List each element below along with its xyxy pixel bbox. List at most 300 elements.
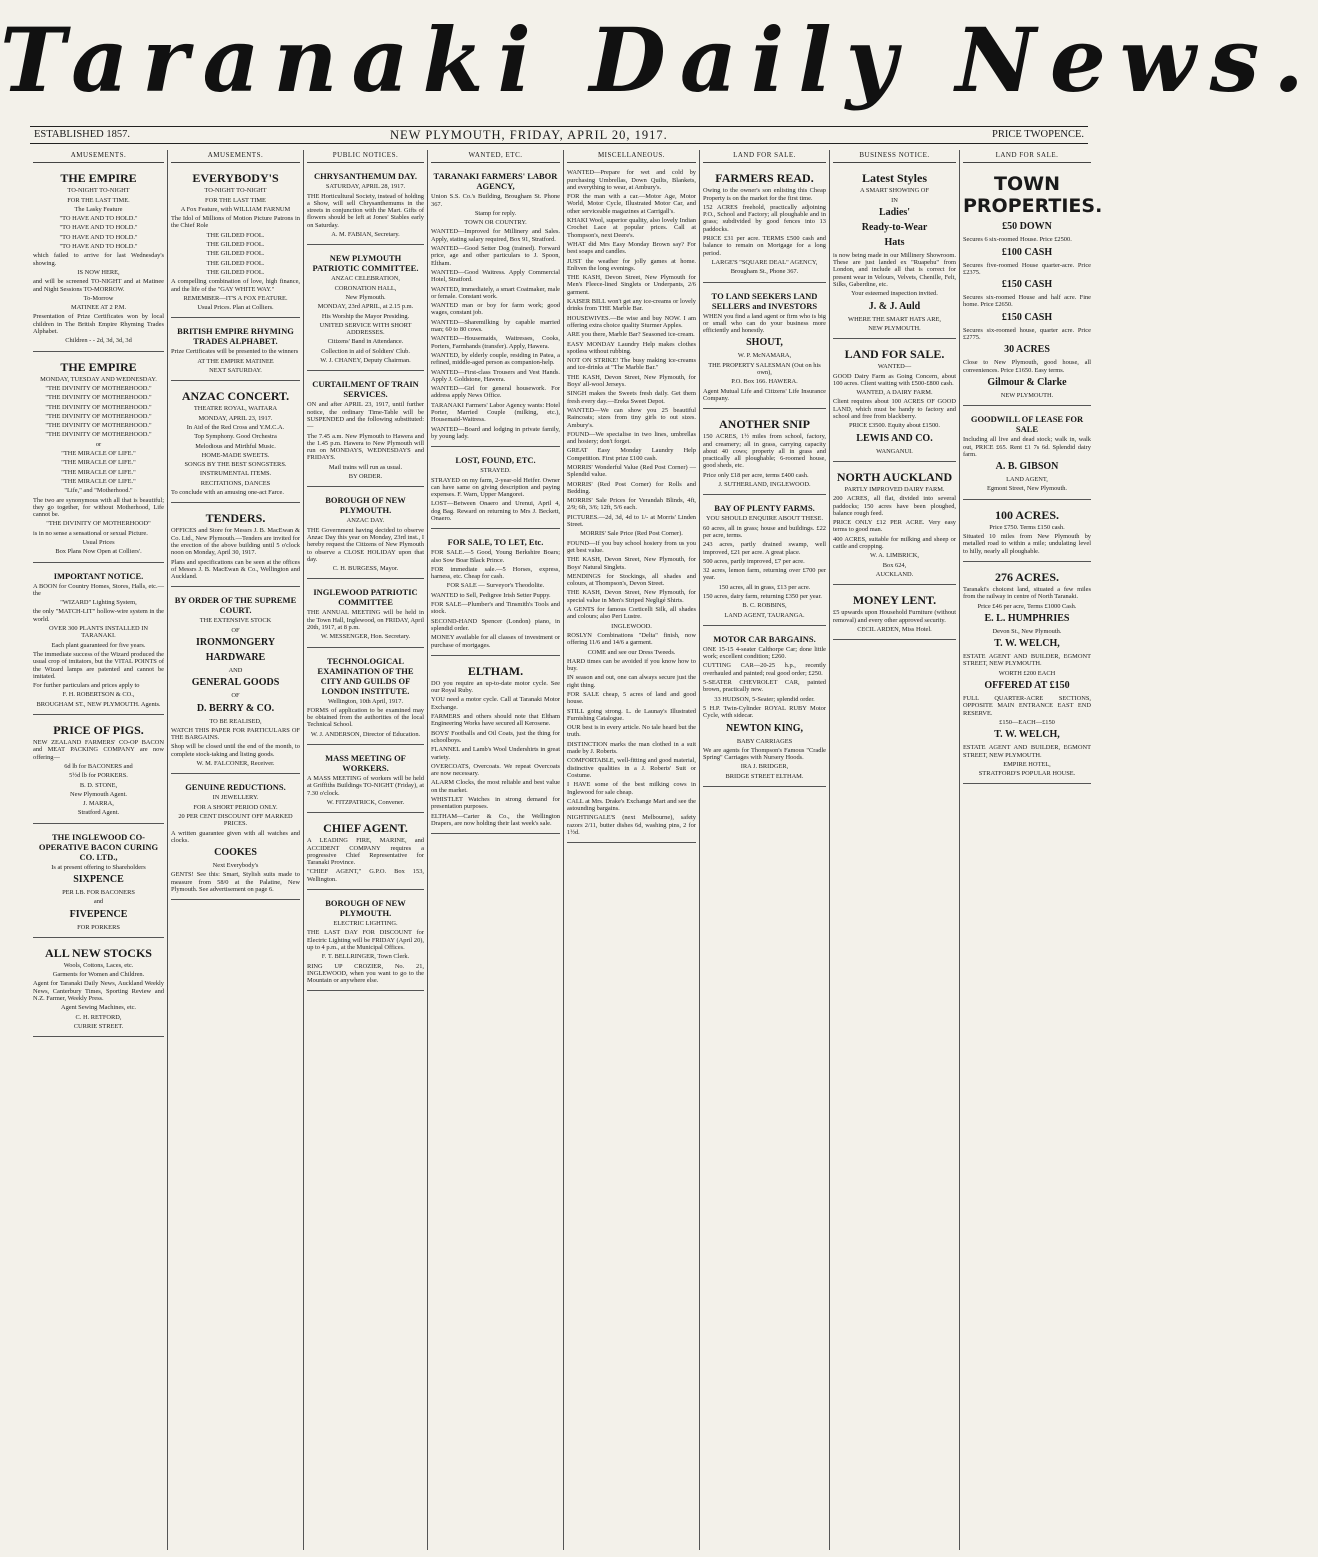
ad-line: FOR PORKERS bbox=[77, 923, 120, 931]
ad-line: 30 ACRES bbox=[1004, 344, 1050, 356]
ad-line: "THE MIRACLE OF LIFE." bbox=[61, 450, 136, 458]
ad-line: THE Government having decided to observe Anzac Day this year on Monday, 23rd inst., I hereby request the Citizens of New Plymouth to observe a CLOSE HOLIDAY upon that day. bbox=[307, 526, 424, 563]
ad-line: Melodious and Mirthful Music. bbox=[195, 442, 276, 450]
ad-line: "THE MIRACLE OF LIFE." bbox=[61, 459, 136, 467]
ad-line: TO-NIGHT TO-NIGHT bbox=[67, 187, 130, 195]
ad-line: THE KASH, Devon Street, New Plymouth, for Boys' Natural Singlets. bbox=[567, 556, 696, 571]
ad-line: is in no sense a sensational or sexual Picture. bbox=[33, 529, 148, 537]
ad-title: Latest Styles bbox=[862, 171, 927, 186]
ad-line: "THE DIVINITY OF MOTHERHOOD." bbox=[45, 384, 152, 392]
ad-line: GENTS! See this: Smart, Stylish suits made to measure from 58/0 at the Palatine, New Plymouth. See advertisement on page 6. bbox=[171, 871, 300, 894]
ad-line: 5 H.P. Twin-Cylinder ROYAL RUBY Motor Cycle, with sidecar. bbox=[703, 704, 826, 720]
ad-line: INSTRUMENTAL ITEMS. bbox=[199, 470, 272, 478]
ad-line: SIXPENCE bbox=[73, 874, 124, 885]
ad-line: Price £46 per acre, Terms £1000 Cash. bbox=[977, 602, 1077, 610]
ad-line: Wellington, 10th April, 1917. bbox=[327, 697, 404, 705]
ad-title: INGLEWOOD PATRIOTIC COMMITTEE bbox=[313, 587, 418, 608]
ad-line: Taranaki's choicest land, situated a few miles from the railway in centre of North Taranaki. bbox=[963, 585, 1091, 601]
ad-line: ON and after APRIL 23, 1917, until further notice, the ordinary Time-Table will be SUSPENDED and the following substituted:— bbox=[307, 401, 424, 431]
ad-line: GREAT Easy Monday Laundry Help Competition. First prize £100 cash. bbox=[567, 447, 696, 462]
ad-line: Secures 6 six-roomed House. Price £2500. bbox=[963, 236, 1072, 244]
ad-line: the only "MATCH-LIT" hollow-wire system in the world. bbox=[33, 608, 164, 623]
ad-line: Prize Certificates will be presented to the winners bbox=[171, 348, 299, 356]
advertisement bbox=[703, 498, 826, 626]
advertisement bbox=[33, 718, 164, 824]
ad-line: THE ANNUAL MEETING will be held in the Town Hall, Inglewood, on FRIDAY, April 20th, 1917, at 8 p.m. bbox=[307, 609, 424, 631]
ad-line: £150 CASH bbox=[1001, 311, 1053, 323]
ad-line: In Aid of the Red Cross and Y.M.C.A. bbox=[186, 423, 285, 431]
ad-line: CUTTING CAR—20-25 h.p., recently overhauled and painted; real good order; £250. bbox=[703, 662, 826, 677]
ad-line: UNITED SERVICE WITH SHORT ADDRESSES. bbox=[319, 321, 412, 337]
column-heading: MISCELLANEOUS. bbox=[567, 150, 696, 163]
ad-line: "THE DIVINITY OF MOTHERHOOD." bbox=[45, 431, 152, 439]
ad-line: THE GILDED FOOL. bbox=[206, 241, 265, 249]
ad-line: PRICE £31 per acre. TERMS £500 cash and balance to remain on Mortgage for a long period. bbox=[703, 235, 826, 257]
ad-line: OFFICES and Store for Messrs J. B. MacEwan & Co. Ltd., New Plymouth.—Tenders are invited for the erection of the above building until 5 o'clock noon on Monday, April 30, 1917. bbox=[171, 527, 300, 557]
ad-line: IN bbox=[891, 196, 898, 204]
ad-line: WANTED—Good Waitress. Apply Commercial Hotel, Stratford. bbox=[431, 268, 560, 284]
ad-line: SONGS BY THE BEST SONGSTERS. bbox=[184, 461, 287, 469]
ad-line: LAND AGENT, TAURANGA. bbox=[724, 611, 805, 619]
ad-line: IRONMONGERY bbox=[195, 636, 276, 648]
ad-line: 150 ACRES, 1½ miles from school, factory, and creamery; all in grass, carrying capacity about 40 cows; property all in grass and practically all ploughable; 6-roomed house, good sheds, etc. bbox=[703, 433, 826, 470]
ad-line: T. W. WELCH, bbox=[994, 638, 1060, 650]
established-line: ESTABLISHED 1857. bbox=[34, 129, 130, 140]
ad-line: Secures five-roomed House quarter-acre. Price £2375. bbox=[963, 261, 1091, 276]
ad-line: Devon St., New Plymouth. bbox=[992, 627, 1062, 635]
ad-line: Top Symphony. Good Orchestra bbox=[194, 433, 277, 441]
ad-title: ALL NEW STOCKS bbox=[45, 945, 152, 960]
ad-line: SINGH makes the Sweets fresh daily. Get them fresh every day.—Ereka Sweet Depot. bbox=[567, 390, 696, 405]
ad-line: 6d lb for BACONERS and bbox=[64, 762, 133, 770]
ad-line: FOR A SHORT PERIOD ONLY. bbox=[193, 803, 278, 811]
ad-line: A SMART SHOWING OF bbox=[860, 187, 929, 195]
ad-line: A MASS MEETING of workers will be held at Griffiths Buildings TO-NIGHT (Friday), at 7.30 o'clock. bbox=[307, 775, 424, 797]
ad-line: 150 acres, all in grass, £13 per acre. bbox=[718, 583, 811, 591]
ad-line: GENERAL GOODS bbox=[191, 677, 280, 689]
ad-line: Usual Prices. Plan at Colliers. bbox=[197, 304, 274, 312]
ad-line: WANTED—Board and lodging in private family, by young lady. bbox=[431, 425, 560, 440]
ad-line: WHERE THE SMART HATS ARE, bbox=[848, 315, 941, 323]
ad-title: EVERYBODY'S bbox=[192, 171, 279, 186]
ad-line: "TO HAVE AND TO HOLD." bbox=[59, 233, 138, 241]
ad-line: Owing to the owner's son enlisting this Cheap Property is on the market for the first time. bbox=[703, 187, 826, 202]
ad-line: "Life," and "Motherhood." bbox=[64, 487, 133, 495]
ad-line: OF bbox=[231, 692, 240, 700]
ad-line: MORRIS' Sale Price (Red Post Corner). bbox=[580, 530, 683, 538]
ad-line: "THE DIVINITY OF MOTHERHOOD." bbox=[45, 403, 152, 411]
ad-line: MONDAY, TUESDAY AND WEDNESDAY. bbox=[40, 375, 157, 383]
advertisement bbox=[307, 748, 424, 813]
ad-title: ELTHAM. bbox=[467, 663, 524, 678]
ad-line: FLANNEL and Lamb's Wool Undershirts in great variety. bbox=[431, 746, 560, 761]
ad-line: "TO HAVE AND TO HOLD." bbox=[59, 224, 138, 232]
column-8 bbox=[960, 150, 1103, 1550]
ad-line: WANTED—We can show you 25 beautiful Raincoats; sizes from tiny girls to out sizes. Ambury's. bbox=[567, 406, 696, 429]
ad-line: FOUND—We specialise in two lines, umbrellas and hosiery; don't forget. bbox=[567, 430, 696, 446]
advertisement bbox=[307, 816, 424, 890]
ad-line: ONE 15-15 4-seater Calthorpe Car; done little work; excellent condition; £260. bbox=[703, 645, 826, 661]
ad-line: OVERCOATS, Overcoats. We repeat Overcoats are now necessary. bbox=[431, 762, 560, 778]
ad-title: BOROUGH OF NEW PLYMOUTH. bbox=[325, 495, 406, 516]
ad-line: or bbox=[95, 440, 102, 448]
ad-line: INGLEWOOD. bbox=[611, 622, 652, 630]
ad-line: I HAVE some of the best milking cows in Inglewood for sale cheap. bbox=[567, 781, 696, 796]
ad-line: YOU need a motor cycle. Call at Taranaki Motor Exchange. bbox=[431, 696, 560, 711]
ad-line: IN JEWELLERY. bbox=[212, 794, 259, 802]
ad-title: BOROUGH OF NEW PLYMOUTH. bbox=[325, 898, 406, 919]
ad-line: WHEN you find a land agent or firm who is big or small who can do your business more efficiently and honestly. bbox=[703, 312, 826, 335]
ad-line: THE KASH, Devon Street, New Plymouth for Men's Fleece-lined Singlets or Underpants, 2/6 garment. bbox=[567, 274, 696, 296]
ad-line: MATINEE AT 2 P.M. bbox=[70, 304, 127, 312]
ad-title: LAND FOR SALE. bbox=[844, 347, 945, 362]
advertisement bbox=[963, 565, 1091, 784]
ad-line: Is at present offering to Shareholders bbox=[51, 863, 146, 871]
advertisement bbox=[307, 582, 424, 647]
ad-line: COMFORTABLE, well-fitting and good material, distinctive qualities in a J. Roberts' Suit or Costume. bbox=[567, 757, 696, 779]
ad-line: YOU SHOULD ENQUIRE ABOUT THESE. bbox=[705, 515, 824, 523]
ad-line: A BOON for Country Homes, Stores, Halls, etc.—the bbox=[33, 582, 164, 597]
ad-line: A compelling combination of love, high finance, and the life of the "GAY WHITE WAY." bbox=[171, 278, 300, 293]
ad-line: HARD times can be avoided if you know how to buy. bbox=[567, 657, 696, 673]
ad-title: BY ORDER OF THE SUPREME COURT. bbox=[174, 595, 297, 616]
ad-line: FOR the man with a car.—Motor Age, Motor World, Motor Cycle, Illustrated Motor Car, and other serviceable magazines at Carrigall's. bbox=[567, 193, 696, 215]
column-heading: AMUSEMENTS. bbox=[171, 150, 300, 163]
ad-line: Collection in aid of Soldiers' Club. bbox=[321, 347, 410, 355]
ad-line: SATURDAY, APRIL 28, 1917. bbox=[325, 183, 406, 191]
advertisement bbox=[703, 629, 826, 787]
column-2 bbox=[168, 150, 304, 1550]
ad-line: Plans and specifications can be seen at the offices of Messrs J. B. MacEwan & Co., Wellington and Auckland. bbox=[171, 558, 300, 581]
ad-title: TECHNOLOGICAL EXAMINATION OF THE CITY AND GUILDS OF LONDON INSTITUTE. bbox=[317, 655, 414, 696]
ad-line: J. & J. Auld bbox=[868, 300, 921, 312]
ad-title: PRICE OF PIGS. bbox=[53, 723, 144, 738]
ad-line: B. C. ROBBINS, bbox=[742, 602, 787, 610]
ad-line: FORMS of application to be examined may be obtained from the authorities of the local Technical School. bbox=[307, 706, 424, 729]
ad-line: Agent for Taranaki Daily News, Auckland Weekly News, Canterbury Times, Sporting Review and N.Z. Farmer, Weekly Press. bbox=[33, 980, 164, 1003]
column-6 bbox=[700, 150, 830, 1550]
ad-line: ANZAC DAY. bbox=[346, 517, 385, 525]
ad-line: Stamp for reply. bbox=[474, 209, 517, 217]
ad-line: THE EXTENSIVE STOCK bbox=[199, 617, 272, 625]
ad-title: 100 ACRES. bbox=[994, 507, 1059, 522]
ad-line: Garments for Women and Children. bbox=[52, 971, 145, 979]
ad-line: C. H. RETFORD, bbox=[75, 1013, 122, 1021]
ad-line: FIVEPENCE bbox=[69, 908, 128, 920]
ad-line: THE GILDED FOOL. bbox=[206, 250, 265, 258]
ad-line: D. BERRY & CO. bbox=[196, 702, 275, 714]
ad-line: Each plant guaranteed for five years. bbox=[51, 641, 146, 649]
ad-line: KAISER BILL won't get any ice-creams or lovely drinks from THE Marble Bar. bbox=[567, 298, 696, 313]
ad-line: 200 ACRES, all flat, divided into several paddocks; 150 acres have been ploughed, balance rough feed. bbox=[833, 495, 956, 517]
advertisement bbox=[307, 651, 424, 745]
ad-line: B. D. STONE, bbox=[79, 781, 118, 789]
ad-line: THE GILDED FOOL. bbox=[206, 231, 265, 239]
ad-title: FARMERS READ. bbox=[715, 171, 814, 186]
advertisement bbox=[703, 412, 826, 495]
ad-line: FOR SALE cheap, 5 acres of land and good house. bbox=[567, 691, 696, 706]
advertisement bbox=[833, 588, 956, 640]
ad-line: New Plymouth Agent. bbox=[70, 790, 127, 798]
ad-title: THE EMPIRE bbox=[60, 359, 137, 374]
ad-line: F. H. ROBERTSON & CO., bbox=[62, 691, 135, 699]
ad-line: ALARM Clocks, the most reliable and best value on the market. bbox=[431, 779, 560, 794]
column-heading: LAND FOR SALE. bbox=[963, 150, 1091, 163]
ad-line: AND bbox=[228, 666, 243, 674]
ad-line: FOR SALE — Surveyor's Theodolite. bbox=[446, 582, 545, 590]
ad-line: £150—EACH—£150 bbox=[999, 718, 1055, 726]
ad-line: Usual Prices bbox=[82, 538, 115, 546]
ad-line: To conclude with an amusing one-act Farce. bbox=[171, 489, 284, 497]
ad-line: IRA J. BRIDGER, bbox=[740, 763, 789, 771]
column-5 bbox=[564, 150, 700, 1550]
ad-line: LOST—Between Onaero and Urenui, April 4, dog Bag. Reward on returning to Mrs J. Beckett, Onaero. bbox=[431, 500, 560, 522]
ad-line: Ladies' bbox=[878, 206, 911, 218]
ad-line: 33 HUDSON, 5-Seater; splendid order. bbox=[714, 695, 815, 703]
column-heading: PUBLIC NOTICES. bbox=[307, 150, 424, 163]
advertisement bbox=[703, 166, 826, 282]
ad-line: SHOUT, bbox=[746, 337, 783, 349]
ad-line: WANTED man or boy for farm work; good wages, constant job. bbox=[431, 302, 560, 317]
advertisement bbox=[33, 166, 164, 351]
ad-line: C. H. BURGESS, Mayor. bbox=[332, 565, 399, 573]
ad-line: OFFERED AT £150 bbox=[984, 680, 1070, 692]
ad-line: COME and see our Dress Tweeds. bbox=[587, 648, 676, 656]
ad-title: TO LAND SEEKERS LAND SELLERS and INVESTORS bbox=[711, 290, 818, 311]
ad-line: The Idol of Millions of Motion Picture Patrons in the Chief Role bbox=[171, 215, 300, 230]
ad-line: NEWTON KING, bbox=[725, 722, 804, 734]
ad-line: WANTED, immediately, a smart Coatmaker, male or female. Constant work. bbox=[431, 285, 560, 300]
ad-title: ANZAC CONCERT. bbox=[181, 389, 290, 404]
ad-line: "THE MIRACLE OF LIFE." bbox=[61, 468, 136, 476]
advertisement bbox=[833, 342, 956, 462]
ad-title: FOR SALE, TO LET, Etc. bbox=[447, 537, 544, 548]
ad-line: A GENTS for famous Corticelli Silk, all shades and colours; also Peri Lustre. bbox=[567, 606, 696, 621]
ad-line: FOR THE LAST TIME. bbox=[67, 196, 130, 204]
advertisement bbox=[963, 503, 1091, 562]
ad-line: Secures six-roomed house, quarter acre. Price £2775. bbox=[963, 326, 1091, 342]
ad-line: CALL at Mrs. Drake's Exchange Mart and see the astounding bargains. bbox=[567, 797, 696, 813]
ad-line: "THE DIVINITY OF MOTHERHOOD." bbox=[45, 394, 152, 402]
ad-line: A. B. GIBSON bbox=[995, 461, 1059, 473]
ad-line: OUR best is in every article. No tale heard but the truth. bbox=[567, 724, 696, 739]
column-3 bbox=[304, 150, 428, 1550]
ad-line: "THE DIVINITY OF MOTHERHOOD." bbox=[45, 422, 152, 430]
issue-date: NEW PLYMOUTH, FRIDAY, APRIL 20, 1917. bbox=[390, 128, 668, 142]
ad-line: "THE DIVINITY OF MOTHERHOOD." bbox=[45, 412, 152, 420]
ad-line: Box Plans Now Open at Colliers'. bbox=[55, 548, 142, 556]
ad-line: W. J. CHANEY, Deputy Chairman. bbox=[320, 357, 411, 365]
ad-title: NORTH AUCKLAND bbox=[836, 469, 953, 484]
ad-line: JUST the weather for jolly games at home. Enliven the long evenings. bbox=[567, 257, 696, 272]
ad-line: "CHIEF AGENT," G.P.O. Box 153, Wellington. bbox=[307, 868, 424, 883]
advertisement bbox=[171, 777, 300, 900]
ad-line: Gilmour & Clarke bbox=[987, 376, 1067, 388]
ad-line: Citizens' Band in Attendance. bbox=[327, 338, 404, 346]
ad-line: A written guarantee given with all watches and clocks. bbox=[171, 829, 300, 844]
ad-line: E. L. HUMPHRIES bbox=[984, 612, 1070, 624]
ad-line: MORRIS' Wonderful Value (Red Post Corner) — Splendid value. bbox=[567, 463, 696, 479]
ad-line: W. M. FALCONER, Receiver. bbox=[196, 760, 275, 768]
ad-line: A LEADING FIRE, MARINE, and ACCIDENT COMPANY requires a progressive Chief Representative for Taranaki Province. bbox=[307, 837, 424, 867]
ad-line: MONEY available for all classes of investment or purchase of mortgages. bbox=[431, 634, 560, 649]
ad-line: PRICE £3500. Equity about £1500. bbox=[849, 422, 940, 430]
advertisement bbox=[33, 566, 164, 715]
ad-line: 5-SEATER CHEVROLET CAR, painted brown, practically new. bbox=[703, 679, 826, 694]
ad-line: SECOND-HAND Spencer (London) piano, in splendid order. bbox=[431, 617, 560, 632]
ad-line: Brougham St., Phone 367. bbox=[730, 268, 799, 276]
ad-line: WHAT did Mrs Easy Monday Brown say? For best soaps and candles. bbox=[567, 240, 696, 256]
ad-line: THE GILDED FOOL. bbox=[206, 259, 265, 267]
ad-line: AT THE EMPIRE MATINEE bbox=[197, 357, 274, 365]
ad-line: WANTED, A DAIRY FARM. bbox=[856, 389, 933, 397]
ad-line: WHISTLET Watches in strong demand for presentation purposes. bbox=[431, 796, 560, 811]
ad-line: WANTED, by elderly couple, residing in Patea, a refined, middle-aged person as companion-help. bbox=[431, 351, 560, 367]
ad-line: STRAYED. bbox=[480, 467, 511, 475]
column-heading: BUSINESS NOTICE. bbox=[833, 150, 956, 163]
ad-line: THE GILDED FOOL. bbox=[206, 268, 265, 276]
ad-line: The Lasky Feature bbox=[74, 205, 123, 213]
ad-line: REMEMBER—IT'S A FOX FEATURE. bbox=[183, 294, 288, 302]
column-7 bbox=[830, 150, 960, 1550]
ad-line: CORONATION HALL, bbox=[334, 284, 397, 292]
ad-line: NOT ON STRIKE! The busy making ice-creams and ice-drinks at "The Marble Bar." bbox=[567, 357, 696, 372]
ad-title: TENDERS. bbox=[205, 511, 266, 526]
ad-line: LAND AGENT, bbox=[1006, 476, 1048, 484]
ad-line: WANTED— bbox=[877, 363, 912, 371]
ad-line: TO BE REALISED, bbox=[209, 717, 262, 725]
column-heading: AMUSEMENTS. bbox=[33, 150, 164, 163]
advertisement bbox=[307, 374, 424, 487]
ad-title: CHRYSANTHEMUM DAY. bbox=[314, 171, 417, 182]
ad-line: PRICE ONLY £12 PER ACRE. Very easy terms to good man. bbox=[833, 519, 956, 534]
ad-line: MENDINGS for Stockings, all shades and colours, at Thompson's, Devon Street. bbox=[567, 572, 696, 588]
ad-line: NEW ZEALAND FARMERS' CO-OP BACON and MEAT PACKING COMPANY are now offering— bbox=[33, 739, 164, 761]
ad-title: BRITISH EMPIRE RHYMING TRADES ALPHABET. bbox=[177, 326, 294, 347]
ad-line: WANTED to Sell, Pedigree Irish Setter Puppy. bbox=[431, 591, 551, 599]
ad-title: GENUINE REDUCTIONS. bbox=[185, 782, 286, 793]
ad-line: 500 acres, partly improved, £7 per acre. bbox=[703, 557, 805, 565]
ad-line: THE KASH, Devon Street, New Plymouth, for special value in Men's Striped Negligé Shirts. bbox=[567, 589, 696, 604]
ad-line: Ready-to-Wear bbox=[861, 221, 928, 233]
ad-line: EMPIRE HOTEL, bbox=[1003, 760, 1051, 768]
ad-line: FULL QUARTER-ACRE SECTIONS, OPPOSITE MAIN ENTRANCE EAST END RESERVE. bbox=[963, 695, 1091, 717]
ad-line: Including all live and dead stock; walk in, walk out, PRICE £65. Rent £1 7s 6d. Splendid dairy farm. bbox=[963, 436, 1091, 458]
ad-line: 32 acres, lemon farm, returning over £700 per year. bbox=[703, 567, 826, 582]
ad-line: THE Horticultural Society, instead of holding a Show, will sell Chrysanthemums in the streets in conjunction with the Mart. Gifts of flowers should be left at Jones' Stables early on Saturday. bbox=[307, 192, 424, 229]
ad-line: WANTED—Good Setter Dog (trained). Forward price, age and other particulars to J. Spoon, Eltham. bbox=[431, 245, 560, 267]
ad-line: DISTINCTION marks the man clothed in a suit made by J. Roberts. bbox=[567, 740, 696, 756]
ad-line: Union S.S. Co.'s Building, Brougham St. Phone 367. bbox=[431, 193, 560, 208]
ad-line: His Worship the Mayor Presiding. bbox=[321, 312, 410, 320]
ad-line: TOWN OR COUNTRY. bbox=[464, 219, 527, 227]
ad-line: Price only £18 per acre, terms £400 cash. bbox=[703, 471, 809, 479]
ad-title: MONEY LENT. bbox=[852, 593, 937, 608]
ad-line: WORTH £200 EACH bbox=[998, 669, 1056, 677]
column-4 bbox=[428, 150, 564, 1550]
ad-line: W. A. LIMBRICK, bbox=[870, 552, 919, 560]
ad-line: EASY MONDAY Laundry Help makes clothes spotless without rubbing. bbox=[567, 340, 696, 355]
ad-line: DO you require an up-to-date motor cycle. See our Royal Ruby. bbox=[431, 679, 560, 695]
ad-line: Wools, Cottons, Laces, etc. bbox=[63, 961, 134, 969]
advertisement bbox=[567, 166, 696, 843]
advertisement bbox=[307, 893, 424, 991]
ad-line: WANTED—Housemaids, Waitresses, Cooks, Porters, Farmhands (transfer). Apply, Hawera. bbox=[431, 335, 560, 350]
ad-line: COOKES bbox=[214, 847, 257, 859]
advertisement bbox=[833, 166, 956, 339]
ad-line: £5 upwards upon Household Furniture (without removal) and every other approved security. bbox=[833, 609, 956, 624]
ad-line: ESTATE AGENT AND BUILDER, EGMONT STREET, NEW PLYMOUTH. bbox=[963, 744, 1091, 759]
advertisement bbox=[431, 532, 560, 656]
ad-line: Situated 10 miles from New Plymouth by metalled road to within a mile; undulating level to hilly, nearly all ploughable. bbox=[963, 533, 1091, 555]
ad-line: WATCH THIS PAPER FOR PARTICULARS OF THE BARGAINS. bbox=[171, 726, 300, 742]
column-1 bbox=[30, 150, 168, 1550]
ad-line: HOME-MADE SWEETS. bbox=[201, 451, 270, 459]
ad-line: MORRIS' (Red Post Corner) for Rolls and Bedding. bbox=[567, 480, 696, 495]
ad-title: GOODWILL OF LEASE FOR SALE bbox=[970, 414, 1084, 435]
ad-line: FOR SALE.—5 Good, Young Berkshire Boars; also Sow Boar Black Prince. bbox=[431, 549, 560, 564]
ad-line: £50 DOWN bbox=[1002, 221, 1052, 233]
ad-line: Mail trains will run as usual. bbox=[328, 463, 403, 471]
ad-title: ANOTHER SNIP bbox=[718, 417, 810, 432]
ad-line: ANZAC CELEBRATION, bbox=[331, 275, 400, 283]
ad-line: The immediate success of the Wizard produced the usual crop of imitators, but the VITAL POINTS of the Wizard lamps are patented and cannot be imitated. bbox=[33, 650, 164, 680]
ad-line: IN season and out, one can always secure just the right thing. bbox=[567, 674, 696, 689]
ad-line: "WIZARD" Lighting System, bbox=[60, 599, 137, 607]
column-heading: WANTED, ETC. bbox=[431, 150, 560, 163]
ad-line: and will be screened TO-NIGHT and at Matinee and Night Sessions TO-MORROW. bbox=[33, 278, 164, 293]
ad-line: WANTED—First-class Trousers and Vest Hands. Apply J. Goldstone, Hawera. bbox=[431, 368, 560, 383]
ad-line: STILL going strong. L. de Launay's Illustrated Furnishing Catalogue. bbox=[567, 707, 696, 722]
ad-line: W. FITZPATRICK, Convener. bbox=[326, 798, 405, 806]
advertisement bbox=[33, 827, 164, 938]
ad-title: BAY OF PLENTY FARMS. bbox=[714, 503, 815, 514]
ad-line: "TO HAVE AND TO HOLD." bbox=[59, 243, 138, 251]
ad-line: PICTURES.—2d, 3d, 4d to 1/- at Morris' Linden Street. bbox=[567, 513, 696, 529]
ad-line: 152 ACRES freehold, practically adjoining P.O., School and Factory; all ploughable and in grass; subdivided by good fences into 13 paddocks. bbox=[703, 203, 826, 233]
ad-line: Next Everybody's bbox=[212, 862, 259, 870]
ad-line: 243 acres, partly drained swamp, well improved, £21 per acre. A great place. bbox=[703, 541, 826, 556]
ad-line: RING UP CROZIER, No. 21, INGLEWOOD, when you want to go to the Mountain or anywhere else. bbox=[307, 962, 424, 985]
ad-line: ESTATE AGENT AND BUILDER, EGMONT STREET, NEW PLYMOUTH. bbox=[963, 653, 1091, 668]
ad-title: MOTOR CAR BARGAINS. bbox=[713, 633, 816, 644]
ad-title: 276 ACRES. bbox=[994, 569, 1059, 584]
ad-line: WANGANUI. bbox=[876, 447, 913, 455]
ad-line: NEW PLYMOUTH. bbox=[868, 324, 921, 332]
price-line: PRICE TWOPENCE. bbox=[992, 129, 1084, 140]
masthead bbox=[0, 0, 1318, 120]
ad-line: To-Morrow bbox=[83, 294, 114, 302]
ad-line: Presentation of Prize Certificates won by local children in The British Empire Rhyming Trades Alphabet. bbox=[33, 313, 164, 336]
advertisement bbox=[33, 355, 164, 563]
ad-line: LARGE'S "SQUARE DEAL" AGENCY, bbox=[711, 258, 818, 266]
ad-line: Close to New Plymouth, good house, all conveniences. Price £1650. Easy terms. bbox=[963, 359, 1091, 374]
ad-line: The 7.45 a.m. New Plymouth to Hawera and the 1.45 p.m. Hawera to New Plymouth will run on MONDAYS, WEDNESDAYS and FRIDAYS. bbox=[307, 432, 424, 462]
ad-line: 20 PER CENT DISCOUNT OFF MARKED PRICES. bbox=[178, 812, 293, 828]
ad-line: J. SUTHERLAND, INGLEWOOD. bbox=[718, 481, 811, 489]
ad-line: BROUGHAM ST., NEW PLYMOUTH. Agents. bbox=[36, 700, 161, 708]
ad-line: "TO HAVE AND TO HOLD." bbox=[59, 215, 138, 223]
ad-line: 5½d lb for PORKERS. bbox=[69, 772, 128, 780]
ad-title: TARANAKI FARMERS' LABOR AGENCY, bbox=[433, 171, 558, 192]
ad-line: Secures six-roomed House and half acre. Fine home. Price £2650. bbox=[963, 294, 1091, 309]
ad-line: Egmont Street, New Plymouth. bbox=[986, 485, 1068, 493]
ad-line: MONDAY, APRIL 23, 1917. bbox=[198, 414, 273, 422]
ad-line: OVER 300 PLANTS INSTALLED IN TARANAKI. bbox=[49, 625, 148, 640]
ad-title: CURTAILMENT OF TRAIN SERVICES. bbox=[312, 379, 419, 400]
ad-line: WANTED—Prepare for wet and cold by purchasing Umbrellas, Down Quilts, Blankets, and everything to wear, at Ambury's. bbox=[567, 169, 696, 191]
ad-line: HARDWARE bbox=[205, 651, 266, 663]
